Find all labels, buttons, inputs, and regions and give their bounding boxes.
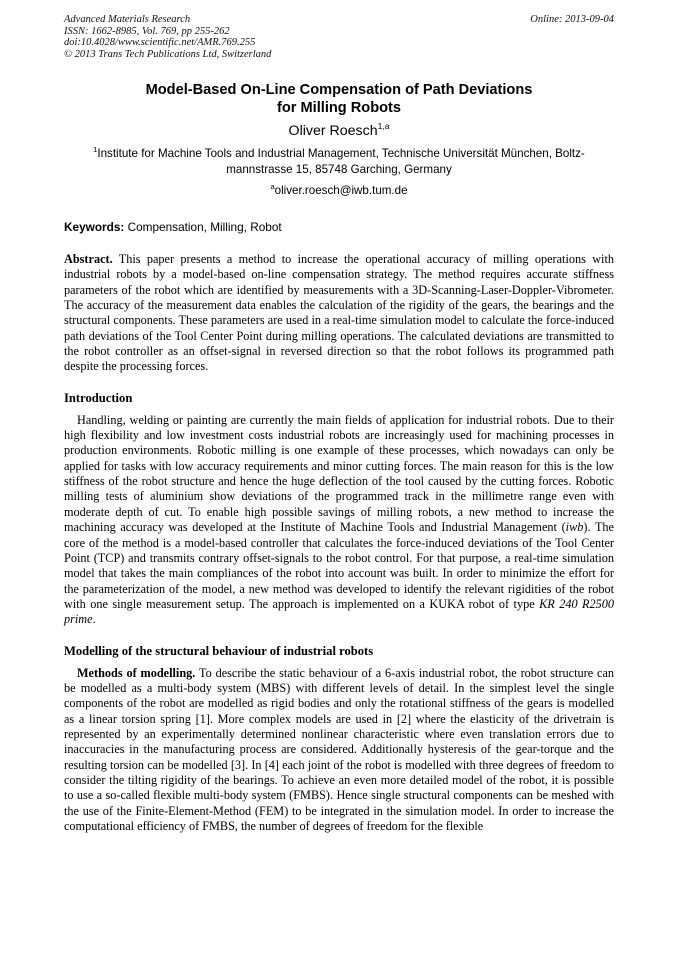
keywords-value: Compensation, Milling, Robot bbox=[124, 220, 282, 234]
issn-line: ISSN: 1662-8985, Vol. 769, pp 255-262 bbox=[64, 25, 230, 37]
online-date: Online: 2013-09-04 bbox=[530, 14, 614, 25]
section-heading-modelling: Modelling of the structural behaviour of industrial robots bbox=[64, 643, 374, 658]
title-line-2: for Milling Robots bbox=[276, 100, 402, 116]
affiliation-superscript: 1 bbox=[93, 145, 98, 154]
paper-title bbox=[64, 81, 614, 117]
email-address: oliver.roesch@iwb.tum.de bbox=[274, 184, 408, 197]
intro-italic-iwb: iwb bbox=[565, 520, 584, 535]
author-superscript: 1,a bbox=[377, 121, 390, 131]
doi-line: doi:10.4028/www.scientific.net/AMR.769.255 bbox=[64, 37, 256, 48]
journal-name: Advanced Materials Research bbox=[64, 14, 191, 25]
copyright-line: © 2013 Trans Tech Publications Ltd, Switzerland bbox=[64, 48, 272, 60]
paper-page bbox=[64, 14, 614, 834]
author-name: Oliver Roesch bbox=[288, 123, 378, 139]
abstract bbox=[64, 252, 614, 375]
author-email bbox=[64, 183, 614, 198]
keywords bbox=[64, 220, 614, 235]
subheading-methods-of-modelling: Methods of modelling. bbox=[77, 665, 196, 680]
affiliation-line-1: Institute for Machine Tools and Industrial Management, Technische Universität München, Boltz- bbox=[97, 147, 585, 160]
abstract-label: Abstract. bbox=[64, 252, 113, 266]
section-heading-introduction: Introduction bbox=[64, 390, 133, 405]
intro-text-2: ). The core of the method is a model-based controller that calculates the force-induced deviations of the Tool Center Point (TCP) and transmits contrary offset-signals to the robot control. For that purpose, a real-time simulation model that takes the main compliances of the robot into account was built. In order to minimize the effort for the parameterization of the model, a new method was developed to identify the relevant rigidities of the robot with one single measurement setup. The approach is implemented on a KUKA robot of type bbox=[64, 520, 614, 611]
intro-text-1: Handling, welding or painting are currently the main fields of application for industrial robots. Due to their high flexibility and low investment costs industrial robots are increasingly used for machining processes in production environments. Robotic milling is one example of these processes, which nowadays can only be applied for tasks with low accuracy requirements and minor cutting forces. The main reason for this is the low stiffness of the robot structure and hence the huge deflection of the tool caused by the cutting forces. Robotic milling tests of aluminium show deviations of the programmed track in the millimetre range even with moderate depth of cut. To enable high possible savings of milling robots, a new method to increase the machining accuracy was developed at the Institute of Machine Tools and Industrial Management ( bbox=[64, 412, 614, 535]
affiliation-line-2: mannstrasse 15, 85748 Garching, Germany bbox=[226, 162, 452, 176]
intro-text-end: . bbox=[92, 612, 96, 627]
journal-header bbox=[64, 14, 614, 60]
title-line-1: Model-Based On-Line Compensation of Path Deviations bbox=[145, 82, 533, 98]
modelling-paragraph bbox=[64, 666, 614, 835]
email-superscript: a bbox=[270, 182, 275, 191]
author bbox=[64, 122, 614, 140]
abstract-text: This paper presents a method to increase the operational accuracy of milling operations with industrial robots by a model-based on-line compensation strategy. The method requires accurate stiffness parameters of the robot which are identified by measurements with a 3D-Scanning-Laser-Doppler-Vibrometer. The accuracy of the measurement data enables the calculation of the rigidity of the gears, the bearings and the structural components. These parameters are used in a real-time simulation model to calculate the force-induced path deviations of the Tool Center Point during milling operations. The calculated deviations are transmitted to the robot controller as an offset-signal in reversed direction so that the robot follows its programmed path despite the processing forces. bbox=[64, 252, 614, 374]
keywords-label: Keywords: bbox=[64, 220, 125, 234]
modelling-text: To describe the static behaviour of a 6-axis industrial robot, the robot structure can be modelled as a multi-body system (MBS) with different levels of detail. In the simplest level the single components of the robot are modelled as rigid bodies and only the rotational stiffness of the gears is modelled as a linear torsion spring [1]. More complex models are used in [2] where the elasticity of the drivetrain is represented by an experimentally determined nonlinear characteristic where even translation errors due to inaccuracies in the manufacturing process are considered. Additionally hysteresis of the gear-torque and the resulting torsion can be modelled [3]. In [4] each joint of the robot is modelled with three degrees of freedom to consider the tilting rigidity of the bearings. To achieve an even more detailed model of the robot, it is possible to use a so-called flexible multi-body system (FMBS). Hence single structural components can be meshed with the use of the Finite-Element-Method (FEM) to be integrated in the simulation model. In order to increase the computational efficiency of FMBS, the number of degrees of freedom for the flexible bbox=[64, 665, 615, 833]
intro-italic-robot-type: KR 240 R2500 prime bbox=[64, 596, 615, 627]
affiliation bbox=[64, 146, 614, 177]
introduction-paragraph bbox=[64, 413, 614, 628]
